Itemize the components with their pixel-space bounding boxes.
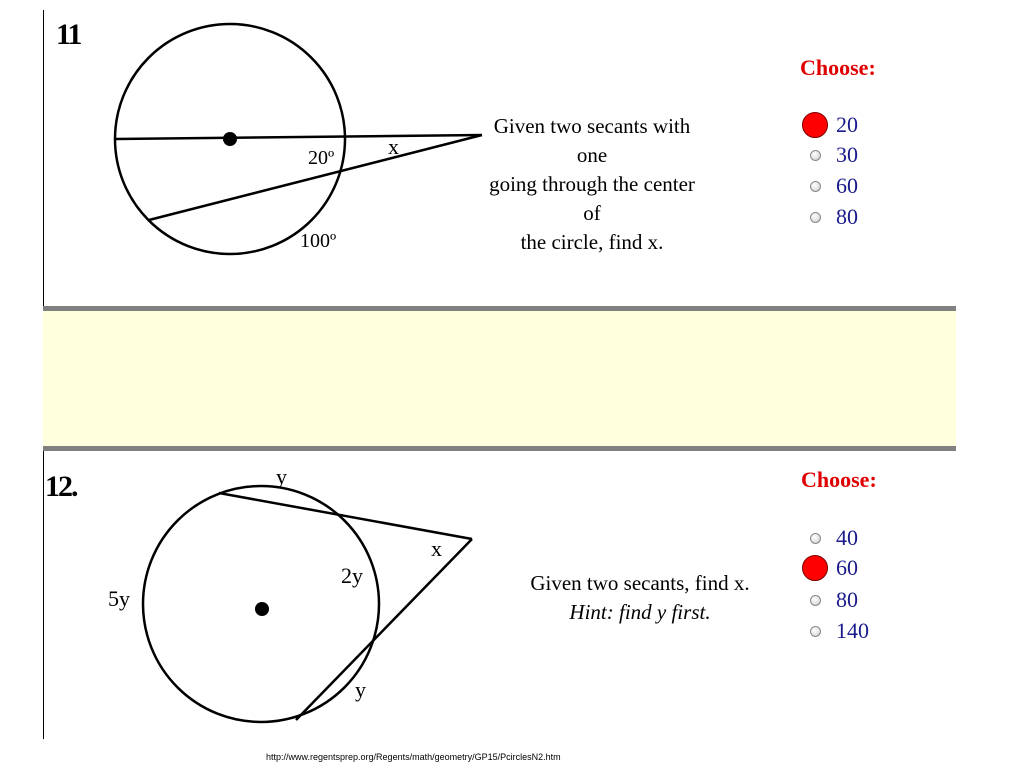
choose-label: Choose: — [801, 467, 877, 492]
prompt-line: the circle, find x. — [520, 230, 664, 254]
option-label: 140 — [836, 618, 869, 643]
option-label: 80 — [836, 204, 858, 229]
secant-upper — [219, 493, 472, 539]
option-radio[interactable] — [800, 202, 858, 232]
radio-button[interactable] — [810, 212, 821, 223]
option-label: 20 — [836, 112, 858, 137]
radio-button[interactable] — [810, 181, 821, 192]
bottom-arc-label: y — [355, 677, 366, 702]
option-radio[interactable] — [800, 523, 858, 553]
prompt-line: Given two secants with one — [493, 114, 691, 167]
secant-lower — [296, 539, 472, 720]
radio-button-selected[interactable] — [802, 555, 828, 581]
option-label: 60 — [836, 555, 858, 580]
radio-button[interactable] — [810, 626, 821, 637]
x-label: x — [388, 134, 399, 159]
option-radio[interactable] — [800, 140, 858, 170]
option-radio[interactable] — [800, 585, 858, 615]
choose-label: Choose: — [800, 55, 876, 80]
radio-button[interactable] — [810, 595, 821, 606]
x-label: x — [431, 536, 442, 561]
option-label: 40 — [836, 525, 858, 550]
option-label: 60 — [836, 173, 858, 198]
option-radio[interactable] — [800, 171, 858, 201]
source-url: http://www.regentsprep.org/Regents/math/geometry/GP15/PcirclesN2.htm — [266, 752, 561, 762]
radio-button[interactable] — [810, 150, 821, 161]
option-radio[interactable] — [800, 616, 869, 646]
left-arc-label: 5y — [108, 586, 130, 611]
option-label: 30 — [836, 142, 858, 167]
arc-label: 100º — [300, 230, 337, 252]
radio-button[interactable] — [810, 533, 821, 544]
prompt-line: Given two secants, find x. — [530, 571, 750, 595]
option-label: 80 — [836, 587, 858, 612]
option-radio[interactable] — [800, 553, 858, 583]
prompt-line: going through the center of — [489, 172, 695, 225]
question-prompt — [500, 569, 780, 627]
angle-label: 20º — [308, 147, 335, 169]
question-number: 11 — [56, 18, 81, 51]
question-prompt — [488, 112, 696, 257]
prompt-hint: Hint: find y first. — [569, 600, 711, 624]
option-radio[interactable] — [800, 110, 858, 140]
circle-diagram-12 — [0, 0, 500, 740]
center-dot — [255, 602, 269, 616]
question-number: 12. — [45, 470, 77, 503]
inner-arc-label: 2y — [341, 563, 363, 588]
radio-button-selected[interactable] — [802, 112, 828, 138]
top-arc-label: y — [276, 464, 287, 489]
